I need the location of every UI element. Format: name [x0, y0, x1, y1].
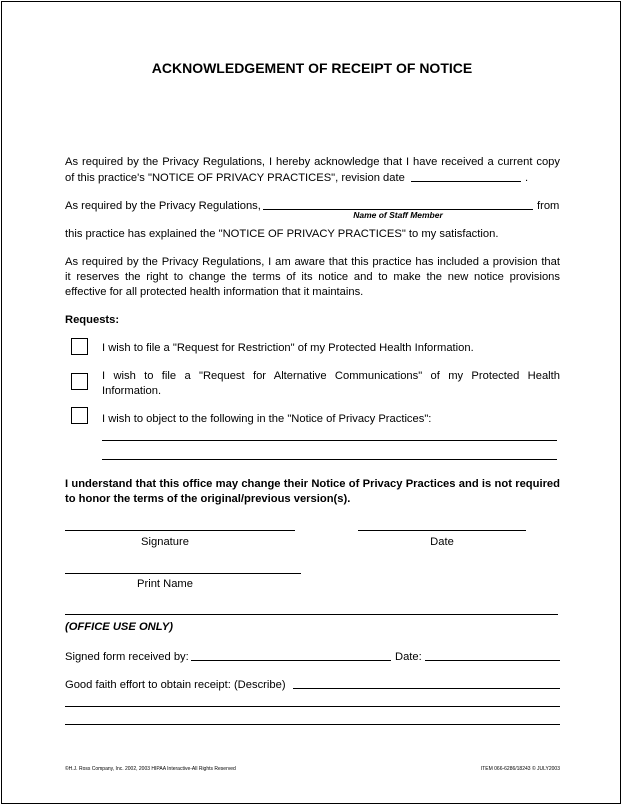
signature-label: Signature: [141, 536, 189, 548]
document-title: ACKNOWLEDGEMENT OF RECEIPT OF NOTICE: [151, 60, 473, 76]
para3-line2: it reserves the right to change the terms of its notice and to make the new notice provisions: [65, 271, 560, 283]
signed-form-label: Signed form received by:: [65, 651, 189, 663]
print-name-field[interactable]: [65, 573, 301, 574]
understand-line2: to honor the terms of the original/previous version(s).: [65, 493, 351, 505]
good-faith-label: Good faith effort to obtain receipt: (Describe): [65, 679, 286, 691]
good-faith-line-1[interactable]: [293, 688, 560, 689]
request-item-alt-comm-line2: Information.: [102, 385, 162, 397]
para1-line2-prefix: of this practice's "NOTICE OF PRIVACY PRACTICES", revision date: [65, 172, 405, 184]
staff-member-caption: Name of Staff Member: [353, 210, 443, 220]
office-separator: [65, 614, 558, 615]
restriction-checkbox[interactable]: [71, 338, 88, 355]
object-line-2[interactable]: [102, 459, 557, 460]
para3-line1: As required by the Privacy Regulations, I am aware that this practice has included a provision that: [65, 256, 560, 268]
alt-communications-checkbox[interactable]: [71, 373, 88, 390]
date-label: Date: [430, 536, 454, 548]
object-line-1[interactable]: [102, 440, 557, 441]
requests-heading: Requests:: [65, 314, 120, 326]
request-item-restriction: I wish to file a "Request for Restriction" of my Protected Health Information.: [102, 342, 474, 354]
footer-item-number: ITEM 066-6286/18243 © JULY2003: [480, 766, 560, 772]
received-by-field[interactable]: [191, 660, 391, 661]
request-item-object: I wish to object to the following in the "Notice of Privacy Practices":: [102, 413, 432, 425]
good-faith-line-2[interactable]: [65, 706, 560, 707]
para3-line3: effective for all protected health information that it maintains.: [65, 286, 364, 298]
footer-copyright: ©H.J. Ross Company, Inc. 2002, 2003 HIPAA Interactive-All Rights Reserved: [65, 766, 236, 772]
date-field[interactable]: [358, 530, 526, 531]
office-date-label: Date:: [395, 651, 422, 663]
print-name-label: Print Name: [137, 578, 193, 590]
understand-line1: I understand that this office may change their Notice of Privacy Practices and is not required: [65, 478, 560, 490]
office-use-heading: (OFFICE USE ONLY): [65, 621, 173, 633]
good-faith-line-3[interactable]: [65, 724, 560, 725]
office-date-field[interactable]: [425, 660, 560, 661]
request-item-alt-comm-line1: I wish to file a "Request for Alternative Communications" of my Protected Health: [102, 370, 560, 382]
revision-date-field[interactable]: [411, 181, 521, 182]
para2-suffix: from: [537, 200, 560, 212]
para2-prefix: As required by the Privacy Regulations,: [65, 200, 261, 212]
para1-line2-suffix: .: [525, 172, 529, 184]
signature-field[interactable]: [65, 530, 295, 531]
para1-line1: As required by the Privacy Regulations, I hereby acknowledge that I have received a current copy: [65, 156, 560, 168]
object-checkbox[interactable]: [71, 407, 88, 424]
para2-line2: this practice has explained the "NOTICE OF PRIVACY PRACTICES" to my satisfaction.: [65, 228, 499, 240]
